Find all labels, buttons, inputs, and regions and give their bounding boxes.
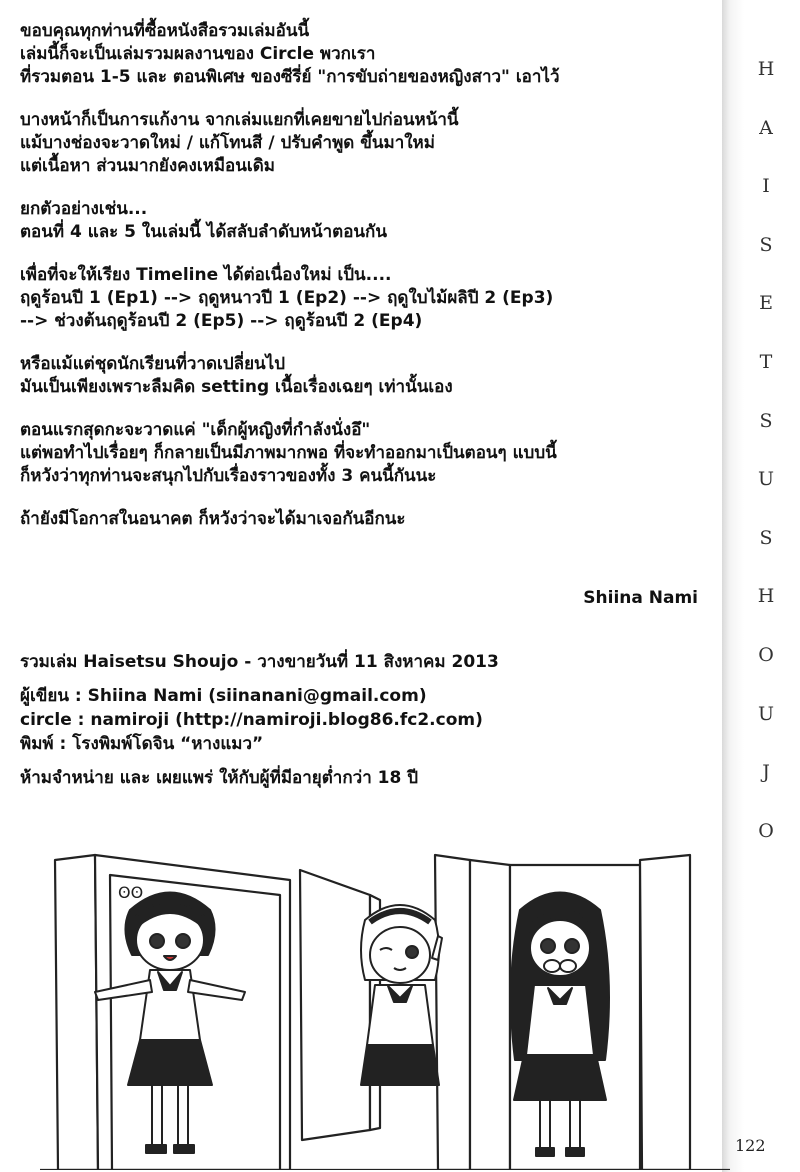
text-line: ฤดูร้อนปี 1 (Ep1) --> ฤดูหนาวปี 1 (Ep2) --> ฤดูใบไม้ผลิปี 2 (Ep3) bbox=[20, 288, 554, 308]
text-line: ตอนแรกสุดกะจะวาดแค่ "เด็กผู้หญิงที่กำลังนั่งอึ" bbox=[20, 420, 371, 440]
chibi-characters-illustration bbox=[40, 840, 730, 1170]
text-line: ตอนที่ 4 และ 5 ในเล่มนี้ ได้สลับลำดับหน้าตอนกัน bbox=[20, 222, 387, 242]
spine-letter: S bbox=[759, 233, 773, 256]
spine-letter: U bbox=[757, 702, 774, 725]
spine-letter: H bbox=[757, 58, 775, 80]
girl-blonde-headband bbox=[361, 905, 442, 1085]
spine-letter: I bbox=[762, 175, 770, 198]
text-line: บางหน้าก็เป็นการแก้งาน จากเล่มแยกที่เคยขายไปก่อนหน้านี้ bbox=[20, 110, 459, 130]
printer-line: พิมพ์ : โรงพิมพ์โดจิน “หางแมว” bbox=[20, 734, 264, 754]
spine-letter: T bbox=[759, 350, 773, 373]
stall-door-middle bbox=[300, 870, 370, 1140]
svg-text:ʘʘ: ʘʘ bbox=[118, 883, 144, 902]
afterword-paragraph bbox=[20, 20, 710, 89]
text-line: ถ้ายังมีโอกาสในอนาคต ก็หวังว่าจะได้มาเจอกันอีกนะ bbox=[20, 509, 406, 529]
writer-line: ผู้เขียน : Shiina Nami (siinanani@gmail.com) bbox=[20, 686, 427, 706]
stall-frame-right bbox=[435, 855, 470, 1170]
spine-letter: A bbox=[759, 116, 773, 139]
spine-letter: S bbox=[759, 409, 773, 432]
publication-info bbox=[20, 650, 710, 790]
text-line: แต่เนื้อหา ส่วนมากยังคงเหมือนเดิม bbox=[20, 156, 275, 176]
afterword-paragraph bbox=[20, 198, 710, 244]
text-line: มันเป็นเพียงเพราะลืมคิด setting เนื้อเรื่องเฉยๆ เท่านั้นเอง bbox=[20, 377, 453, 397]
text-line: แต่พอทำไปเรื่อยๆ ก็กลายเป็นมีภาพมากพอ ที่จะทำออกมาเป็นตอนๆ แบบนี้ bbox=[20, 443, 557, 463]
text-line: แม้บางช่องจะวาดใหม่ / แก้โทนสี / ปรับคำพูด ขึ้นมาใหม่ bbox=[20, 133, 435, 153]
circle-line: circle : namiroji (http://namiroji.blog86.fc2.com) bbox=[20, 710, 483, 730]
afterword-paragraph bbox=[20, 353, 710, 399]
text-line: --> ช่วงต้นฤดูร้อนปี 2 (Ep5) --> ฤดูร้อนปี 2 (Ep4) bbox=[20, 311, 423, 331]
stall-door-right bbox=[640, 855, 690, 1170]
afterword-paragraph bbox=[20, 264, 710, 333]
page-number: 122 bbox=[735, 1136, 766, 1155]
age-warning-line: ห้ามจำหน่าย และ เผยแพร่ ให้กับผู้ที่มีอายุต่ำกว่า 18 ปี bbox=[20, 768, 419, 788]
spine-letter: J bbox=[762, 761, 770, 784]
stall-door-left bbox=[55, 855, 98, 1170]
afterword-text bbox=[20, 20, 710, 551]
spine-letter: E bbox=[759, 292, 773, 315]
text-line: เพื่อที่จะให้เรียง Timeline ได้ต่อเนื่องใหม่ เป็น.... bbox=[20, 265, 392, 285]
text-line: ก็หวังว่าทุกท่านจะสนุกไปกับเรื่องราวของทั้ง 3 คนนี้กันนะ bbox=[20, 466, 437, 486]
spine-letter: O bbox=[758, 819, 774, 842]
text-line: เล่มนี้ก็จะเป็นเล่มรวมผลงานของ Circle พวกเรา bbox=[20, 44, 376, 64]
text-line: หรือแม้แต่ชุดนักเรียนที่วาดเปลี่ยนไป bbox=[20, 354, 286, 374]
release-line: รวมเล่ม Haisetsu Shoujo - วางขายวันที่ 11 สิงหาคม 2013 bbox=[20, 652, 499, 672]
author-signature: Shiina Nami bbox=[583, 588, 698, 608]
afterword-paragraph bbox=[20, 109, 710, 178]
spine-letter: H bbox=[757, 585, 775, 608]
spine-letter: U bbox=[757, 468, 774, 491]
text-line: ยกตัวอย่างเช่น... bbox=[20, 199, 148, 219]
spine-letter: S bbox=[759, 526, 773, 549]
spine-title bbox=[752, 40, 780, 860]
afterword-paragraph bbox=[20, 419, 710, 488]
text-line: ขอบคุณทุกท่านที่ซื้อหนังสือรวมเล่มอันนี้ bbox=[20, 21, 310, 41]
text-line: ที่รวมตอน 1-5 และ ตอนพิเศษ ของซีรี่ย์ "การขับถ่ายของหญิงสาว" เอาไว้ bbox=[20, 67, 560, 87]
afterword-paragraph bbox=[20, 508, 710, 531]
spine-letter: O bbox=[758, 643, 774, 666]
